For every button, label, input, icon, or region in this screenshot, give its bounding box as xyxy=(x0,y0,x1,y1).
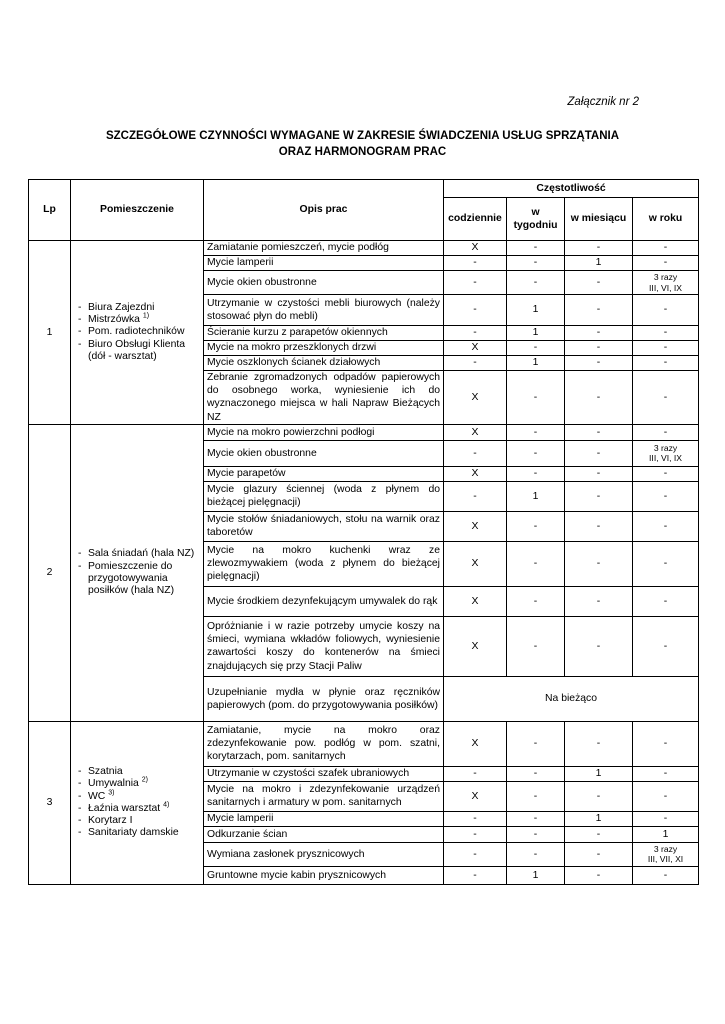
room-list xyxy=(74,766,200,839)
weekly-value: 1 xyxy=(507,481,565,511)
yearly-months: III, VII, XI xyxy=(647,854,684,865)
task-description: Zebranie zgromadzonych odpadów papierowych do osobnego worka, wyniesienie ich do wyznaczonego miejsca w hali Napraw Bieżących NZ xyxy=(204,371,444,425)
weekly-value: - xyxy=(507,781,565,811)
weekly-value: 1 xyxy=(507,866,565,884)
monthly-value: - xyxy=(565,511,633,541)
yearly-value: - xyxy=(633,721,699,766)
weekly-value: 1 xyxy=(507,326,565,341)
task-description: Wymiana zasłonek prysznicowych xyxy=(204,842,444,866)
weekly-value: - xyxy=(507,766,565,781)
yearly-months: III, VI, IX xyxy=(649,282,682,293)
weekly-value: - xyxy=(507,811,565,826)
daily-value: X xyxy=(444,781,507,811)
yearly-value: - xyxy=(633,356,699,371)
yearly-value: - xyxy=(633,866,699,884)
room-item: - Szatnia xyxy=(78,766,200,778)
room-item: - WC $^{3)}$ xyxy=(78,791,200,803)
daily-value: X xyxy=(444,541,507,586)
room-item: - Mistrzówka $^{1)}$ xyxy=(78,314,200,326)
yearly-value: - xyxy=(633,616,699,676)
daily-value: X xyxy=(444,371,507,425)
monthly-value: - xyxy=(565,424,633,440)
monthly-value: - xyxy=(565,371,633,425)
yearly-value: - xyxy=(633,511,699,541)
weekly-value: - xyxy=(507,371,565,425)
daily-value: - xyxy=(444,295,507,326)
room-item: - Sala śniadań (hala NZ) xyxy=(78,548,200,560)
monthly-value: 1 xyxy=(565,811,633,826)
monthly-value: - xyxy=(565,826,633,842)
room-item: - Biuro Obsługi Klienta xyxy=(78,339,200,351)
monthly-value: - xyxy=(565,842,633,866)
weekly-value: - xyxy=(507,721,565,766)
task-description: Utrzymanie w czystości mebli biurowych (należy stosować płyn do mebli) xyxy=(204,295,444,326)
daily-value: X xyxy=(444,616,507,676)
weekly-value: - xyxy=(507,541,565,586)
daily-value: - xyxy=(444,356,507,371)
daily-value: - xyxy=(444,811,507,826)
yearly-count: 3 razy xyxy=(653,272,678,282)
room-item: - Pom. radiotechników xyxy=(78,326,200,338)
room-list-cell xyxy=(71,241,204,425)
room-list xyxy=(74,302,200,363)
task-description: Zamiatanie pomieszczeń, mycie podłóg xyxy=(204,241,444,256)
room-item: - Sanitariaty damskie xyxy=(78,827,200,839)
yearly-value: - xyxy=(633,466,699,481)
row-number: 2 xyxy=(29,424,71,721)
daily-value: X xyxy=(444,511,507,541)
yearly-value: - xyxy=(633,241,699,256)
monthly-value: - xyxy=(565,586,633,616)
weekly-value: - xyxy=(507,466,565,481)
daily-value: - xyxy=(444,481,507,511)
header-task: Opis prac xyxy=(204,180,444,241)
monthly-value: - xyxy=(565,866,633,884)
daily-value: X xyxy=(444,241,507,256)
daily-value: X xyxy=(444,586,507,616)
weekly-value: - xyxy=(507,241,565,256)
table-row xyxy=(29,241,699,256)
daily-value: - xyxy=(444,256,507,271)
room-list-cell xyxy=(71,424,204,721)
frequency-ongoing: Na bieżąco xyxy=(444,676,699,721)
task-description: Zamiatanie, mycie na mokro oraz zdezynfekowanie pow. podłóg w pom. szatni, korytarzach, pom. sanitarnych xyxy=(204,721,444,766)
title-line-1: SZCZEGÓŁOWE CZYNNOŚCI WYMAGANE W ZAKRESIE ŚWIADCZENIA USŁUG SPRZĄTANIA xyxy=(105,130,620,142)
header-monthly: w miesiącu xyxy=(565,198,633,241)
yearly-count: 3 razy xyxy=(653,442,678,453)
task-description: Mycie na mokro i zdezynfekowanie urządzeń sanitarnych i armatury w pom. sanitarnych xyxy=(204,781,444,811)
header-weekly: w tygodniu xyxy=(507,198,565,241)
table-row xyxy=(29,424,699,440)
weekly-value: 1 xyxy=(507,295,565,326)
yearly-value: - xyxy=(633,541,699,586)
monthly-value: - xyxy=(565,616,633,676)
weekly-value: - xyxy=(507,826,565,842)
yearly-count: 3 razy xyxy=(653,843,678,854)
weekly-value: - xyxy=(507,341,565,356)
daily-value: X xyxy=(444,424,507,440)
weekly-value: - xyxy=(507,424,565,440)
table-row xyxy=(29,721,699,766)
room-list xyxy=(74,548,200,597)
yearly-value xyxy=(633,842,699,866)
daily-value: X xyxy=(444,466,507,481)
task-description: Mycie lamperii xyxy=(204,256,444,271)
weekly-value: - xyxy=(507,511,565,541)
header-yearly: w roku xyxy=(633,198,699,241)
daily-value: X xyxy=(444,721,507,766)
yearly-value: - xyxy=(633,781,699,811)
footnote-marker: 3) xyxy=(108,789,115,797)
annex-label: Załącznik nr 2 xyxy=(567,96,639,108)
task-description: Ścieranie kurzu z parapetów okiennych xyxy=(204,326,444,341)
task-description: Mycie na mokro powierzchni podłogi xyxy=(204,424,444,440)
room-item: - Biura Zajezdni xyxy=(78,302,200,314)
room-item: - Korytarz I xyxy=(78,815,200,827)
yearly-value: - xyxy=(633,295,699,326)
row-number: 3 xyxy=(29,721,71,884)
daily-value: - xyxy=(444,866,507,884)
weekly-value: - xyxy=(507,842,565,866)
header-daily: codziennie xyxy=(444,198,507,241)
footnote-marker: 2) xyxy=(141,776,148,784)
weekly-value: - xyxy=(507,271,565,295)
task-description: Mycie parapetów xyxy=(204,466,444,481)
monthly-value: - xyxy=(565,356,633,371)
monthly-value: 1 xyxy=(565,766,633,781)
yearly-value xyxy=(633,440,699,466)
monthly-value: - xyxy=(565,541,633,586)
footnote-marker: 4) xyxy=(163,801,170,809)
room-item-continuation: (dół - warsztat) xyxy=(88,350,157,362)
document-title xyxy=(0,128,725,160)
daily-value: X xyxy=(444,341,507,356)
daily-value: - xyxy=(444,271,507,295)
daily-value: - xyxy=(444,440,507,466)
weekly-value: 1 xyxy=(507,356,565,371)
header-frequency: Częstotliwość xyxy=(444,180,699,198)
yearly-value xyxy=(633,271,699,295)
daily-value: - xyxy=(444,826,507,842)
monthly-value: - xyxy=(565,241,633,256)
task-description: Gruntowne mycie kabin prysznicowych xyxy=(204,866,444,884)
room-list-cell xyxy=(71,721,204,884)
monthly-value: - xyxy=(565,326,633,341)
monthly-value: - xyxy=(565,466,633,481)
task-description: Mycie środkiem dezynfekującym umywalek do rąk xyxy=(204,586,444,616)
daily-value: - xyxy=(444,326,507,341)
task-description: Mycie stołów śniadaniowych, stołu na warnik oraz taboretów xyxy=(204,511,444,541)
monthly-value: - xyxy=(565,721,633,766)
weekly-value: - xyxy=(507,616,565,676)
header-room: Pomieszczenie xyxy=(71,180,204,241)
task-description: Mycie na mokro kuchenki wraz ze zlewozmywakiem (woda z płynem do bieżącej pielęgnacji) xyxy=(204,541,444,586)
room-item: - Łaźnia warsztat $^{4)}$ xyxy=(78,803,200,815)
monthly-value: - xyxy=(565,781,633,811)
task-description: Uzupełnianie mydła w płynie oraz ręczników papierowych (pom. do przygotowywania posiłków) xyxy=(204,676,444,721)
task-description: Mycie lamperii xyxy=(204,811,444,826)
task-description: Opróżnianie i w razie potrzeby umycie koszy na śmieci, wymiana wkładów foliowych, wyniesienie zawartości koszy do kontenerów na śmieci znajdujących się przy Stacji Paliw xyxy=(204,616,444,676)
yearly-value: - xyxy=(633,326,699,341)
task-description: Mycie oszklonych ścianek działowych xyxy=(204,356,444,371)
yearly-value: - xyxy=(633,481,699,511)
weekly-value: - xyxy=(507,256,565,271)
row-number: 1 xyxy=(29,241,71,425)
schedule-table xyxy=(28,179,699,885)
yearly-value: - xyxy=(633,766,699,781)
yearly-value: - xyxy=(633,424,699,440)
weekly-value: - xyxy=(507,440,565,466)
yearly-value: - xyxy=(633,256,699,271)
title-line-2: ORAZ HARMONOGRAM PRAC xyxy=(278,146,447,158)
yearly-months: III, VI, IX xyxy=(649,453,682,464)
task-description: Mycie na mokro przeszklonych drzwi xyxy=(204,341,444,356)
task-description: Mycie glazury ściennej (woda z płynem do bieżącej pielęgnacji) xyxy=(204,481,444,511)
monthly-value: - xyxy=(565,341,633,356)
weekly-value: - xyxy=(507,586,565,616)
yearly-value: - xyxy=(633,586,699,616)
task-description: Mycie okien obustronne xyxy=(204,271,444,295)
task-description: Odkurzanie ścian xyxy=(204,826,444,842)
monthly-value: - xyxy=(565,295,633,326)
monthly-value: - xyxy=(565,440,633,466)
yearly-value: - xyxy=(633,341,699,356)
daily-value: - xyxy=(444,766,507,781)
monthly-value: - xyxy=(565,481,633,511)
room-item: - Pomieszczenie do przygotowywania posiłków (hala NZ) xyxy=(78,561,200,598)
task-description: Mycie okien obustronne xyxy=(204,440,444,466)
yearly-value: - xyxy=(633,811,699,826)
monthly-value: 1 xyxy=(565,256,633,271)
task-description: Utrzymanie w czystości szafek ubraniowych xyxy=(204,766,444,781)
yearly-value: 1 xyxy=(633,826,699,842)
daily-value: - xyxy=(444,842,507,866)
footnote-marker: 1) xyxy=(142,312,150,320)
header-lp: Lp xyxy=(29,180,71,241)
monthly-value: - xyxy=(565,271,633,295)
room-item: - Umywalnia $^{2)}$ xyxy=(78,778,200,790)
yearly-value: - xyxy=(633,371,699,425)
